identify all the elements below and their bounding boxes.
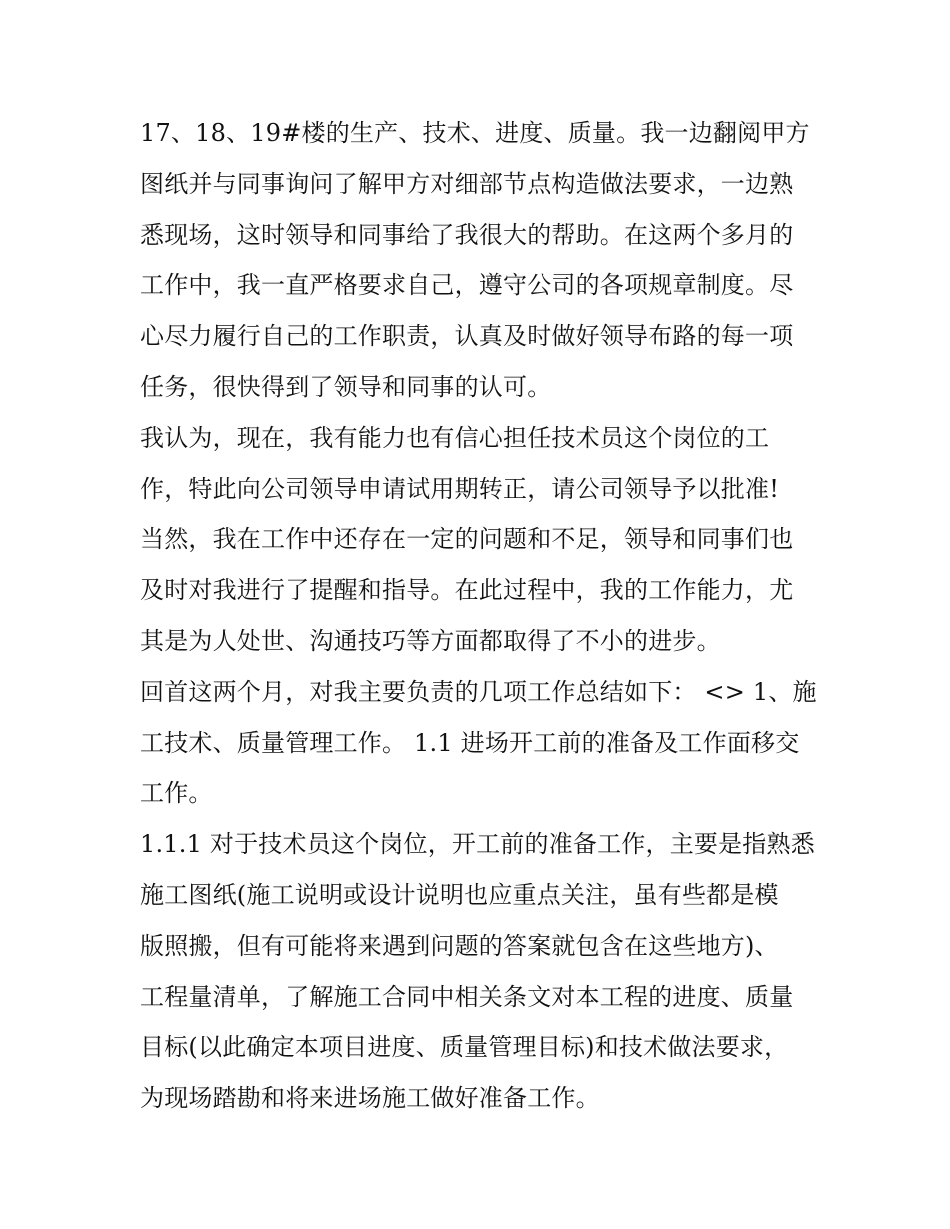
text-line: 图纸并与同事询问了解甲方对细部节点构造做法要求，一边熟: [140, 169, 794, 198]
paragraph-shortcomings: [140, 514, 820, 666]
text-line: 17、18、19#楼的生产、技术、进度、质量。我一边翻阅甲方: [140, 119, 810, 147]
paragraph-application: [140, 413, 820, 515]
text-line: 我认为，现在，我有能力也有信心担任技术员这个岗位的工: [140, 423, 770, 452]
text-line: 作，特此向公司领导申请试用期转正，请公司领导予以批准!: [140, 474, 780, 503]
text-line: 工程量清单，了解施工合同中相关条文对本工程的进度、质量: [140, 982, 794, 1011]
text-line: 悉现场，这时领导和同事给了我很大的帮助。在这两个多月的: [140, 220, 794, 249]
text-line: 1.1.1 对于技术员这个岗位，开工前的准备工作，主要是指熟悉: [140, 830, 815, 859]
text-line: 施工图纸(施工说明或设计说明也应重点关注，虽有些都是模: [140, 880, 779, 909]
text-line: 其是为人处世、沟通技巧等方面都取得了不小的进步。: [140, 626, 721, 655]
text-line: 回首这两个月，对我主要负责的几项工作总结如下： <> 1、施: [140, 677, 817, 706]
paragraph-preparation: [140, 819, 820, 1124]
text-line: 为现场踏勘和将来进场施工做好准备工作。: [140, 1084, 600, 1113]
text-line: 及时对我进行了提醒和指导。在此过程中，我的工作能力，尤: [140, 576, 794, 605]
text-line: 目标(以此确定本项目进度、质量管理目标)和技术做法要求，: [140, 1033, 789, 1062]
text-line: 工作。: [140, 779, 213, 808]
paragraph-progress-summary: [140, 108, 820, 413]
text-line: 心尽力履行自己的工作职责，认真及时做好领导布路的每一项: [140, 322, 794, 351]
text-line: 当然，我在工作中还存在一定的问题和不足，领导和同事们也: [140, 525, 794, 554]
document-page: [140, 108, 820, 1124]
paragraph-work-summary: [140, 667, 820, 819]
text-line: 版照搬，但有可能将来遇到问题的答案就包含在这些地方)、: [140, 931, 779, 960]
text-line: 任务，很快得到了领导和同事的认可。: [140, 372, 552, 401]
text-line: 工作中，我一直严格要求自己，遵守公司的各项规章制度。尽: [140, 271, 794, 300]
text-line: 工技术、质量管理工作。 1.1 进场开工前的准备及工作面移交: [140, 728, 800, 757]
